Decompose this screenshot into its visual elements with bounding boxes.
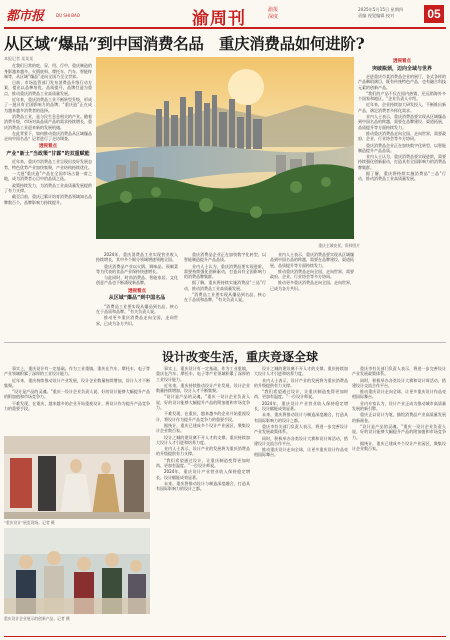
- paragraph: 与此同时，时尚消费品、智能家居、文化创意产品也不断涌现新品牌。: [96, 275, 178, 286]
- paragraph: 重庆消费品企业正在加快数字化转型，以智能制造提升产品品质。: [358, 142, 446, 153]
- photo-a-caption: “重庆设计”展览现场。记者 摄: [4, 520, 55, 525]
- masthead: [4, 3, 446, 29]
- publication-info: [358, 7, 422, 19]
- paragraph: “设计是产品的灵魂。”重庆一设计企业负责人说，好的设计能够大幅提升产品的附加值和市场竞争力。: [4, 389, 150, 400]
- paragraph: 未来，重庆将推动设计与制造深度融合，打造具有国际影响力的设计之都。: [156, 480, 250, 492]
- paragraph: 不难发现，在重庆，越来越多的企业开始重视设计，将设计作为提升产品竞争力的重要手段。: [4, 400, 150, 412]
- paragraph: 近年来，重庆市消费品工业呈现出良好发展态势，特色优势产业加快集聚，产业结构持续优化。: [4, 159, 92, 170]
- paragraph: “我们的产品不仅在国内热销，还远销海外多个国家和地区。”企业负责人介绍。: [358, 90, 446, 102]
- article-mid-column-2: [184, 252, 266, 340]
- subheading: [358, 59, 446, 72]
- paragraph: 未来，重庆将推动设计与制造深度融合，打造具有国际影响力的设计之都。: [254, 412, 348, 423]
- paragraph: 2024年，重庆消费品工业实现营业收入持续增长，其中多个细分领域增速领跑全国。: [96, 252, 178, 263]
- lower-column-2: [156, 366, 250, 634]
- paragraph: 事实上，重庆设计有一定基础。作为工业重镇，重庆在汽车、摩托车、电子等产业领域积累了深厚的工业设计能力。: [4, 366, 150, 377]
- logo-subtitle: DU SHI BAO: [56, 13, 80, 18]
- paragraph: 设计之城的建设离不开人才的支撑。重庆持续加大设计人才引进和培养力度。: [156, 434, 250, 445]
- paragraph: 消费品工业，是与民生息息相关的产业。随着消费升级，市场对高品质产品的需求持续增长，重庆消费品工业迎来新的发展机遇。: [4, 113, 92, 130]
- subheading-text: 产业“新土”当政策“甘霖”的双重赋能: [6, 150, 90, 157]
- exhibition-photo: [4, 436, 150, 519]
- newspaper-logo: 都市报: [6, 9, 44, 24]
- paragraph: 同时，积极举办各类设计大赛和设计周活动，搭建设计交流合作平台。: [254, 435, 348, 446]
- section-subtitle: 渝报 深度: [268, 7, 279, 20]
- paragraph: 重庆市有关部门负责人表示，将进一步完善设计产业发展政策体系。: [254, 423, 348, 435]
- paragraph: 2024年，重庆设计产业营业收入保持稳定增长，设计赋能成效显著。: [156, 469, 250, 480]
- paragraph: 政策持续发力，为消费品工业高质量发展提供了有力支撑。: [4, 182, 92, 193]
- subheading: [4, 144, 92, 157]
- paragraph: 据统计，重庆已建成多个设计产业园区，聚集设计企业数百家。: [156, 422, 250, 434]
- subheading-kicker: 透视看点: [393, 59, 411, 64]
- paragraph: 业内专家认为，设计产业正成为推动城市高质量发展的新引擎。: [352, 400, 446, 412]
- section-divider: [4, 342, 446, 343]
- lower-column-3: [254, 366, 348, 634]
- paragraph: 推动重庆设计走向全球，让更多重庆设计作品亮相国际舞台。: [254, 447, 348, 458]
- paragraph: 在此背景下，如何推动重庆消费品从区域爆品走向中国名品？记者进行了走访调查。: [4, 130, 92, 142]
- paragraph: “设计是产品的灵魂。”重庆一设计企业负责人说，好的设计能够大幅提升产品的附加值和市场竞争力。: [156, 394, 250, 411]
- subheading-text: 突破瓶颈，迈向全域与世界: [371, 65, 432, 72]
- paragraph: 推动更多重庆消费品走向全国、走向世界，已成为各方共识。: [270, 280, 354, 291]
- event-photo: [4, 528, 150, 614]
- paragraph: 据了解，重庆将持续实施消费品“三品”行动，推动消费品工业高质量发展。: [184, 280, 266, 291]
- footer-rule: [4, 636, 446, 637]
- main-photo: [96, 57, 354, 239]
- paragraph: 据了解，重庆将持续实施消费品“三品”行动，推动消费品工业高质量发展。: [358, 171, 446, 182]
- subheading-kicker: 透视看点: [128, 288, 146, 294]
- paragraph: 走进重庆市某消费品企业的展厅，各式各样的产品琳琅满目，既有传统特色产品，也有融合科技元素的创新产品。: [358, 74, 446, 90]
- paragraph: 据统计，重庆已建成多个设计产业园区，聚集设计企业数百家。: [352, 440, 446, 452]
- paragraph: 近年来，重庆持续推动设计产业发展，设计企业数量持续增加，设计人才不断集聚。: [156, 382, 250, 394]
- paragraph: “消费品工业要实现从爆品到名品，核心在于品质和品牌。”有关负责人说。: [96, 303, 178, 315]
- paragraph: 业内人士表示，设计产业的发展将为重庆消费品的升级提供有力支撑。: [156, 446, 250, 457]
- main-photo-caption: 重庆主城夜景。资料图片: [318, 243, 360, 248]
- lower-left-column: [4, 366, 150, 432]
- paragraph: 业内人士表示，设计产业的发展将为重庆消费品的升级提供有力支撑。: [254, 377, 348, 388]
- subheading-text: 从区域“爆品”到中国名品: [108, 295, 166, 302]
- article-left-column: [4, 56, 92, 339]
- paragraph: 业内人士表示，重庆消费品要实现从区域爆品到中国名品的跨越，需要在品牌建设、渠道拓展、品质提升等方面持续发力。: [358, 114, 446, 130]
- byline: 本报记者 某某某: [4, 56, 34, 61]
- paragraph: “我们希望通过设计，让重庆制造变得更加时尚、更加有温度。”一位设计师说。: [156, 457, 250, 469]
- paragraph: 不难发现，在重庆，越来越多的企业开始重视设计，将设计作为提升产品竞争力的重要手段。: [156, 411, 250, 422]
- paragraph: 近年来，重庆持续推动设计产业发展，设计企业数量持续增加，设计人才不断集聚。: [4, 377, 150, 388]
- paragraph: 重庆市有关部门负责人表示，将进一步完善设计产业发展政策体系。: [352, 366, 446, 377]
- city-skyline-photo: [96, 57, 354, 239]
- paragraph: 推动重庆设计走向全球，让更多重庆设计作品亮相国际舞台。: [352, 389, 446, 400]
- paragraph: 设计之城的建设离不开人才的支撑。重庆持续加大设计人才引进和培养力度。: [254, 366, 348, 377]
- article-mid-column-3: [270, 252, 354, 340]
- paragraph: “消费品工业要实现从爆品到名品，核心在于品质和品牌。”有关负责人说。: [184, 292, 266, 303]
- lower-column-4: [352, 366, 446, 634]
- paragraph: 日前，市场监管部门发布消费品升级行动方案，提出以品种培优、品质提升、品牌打造为重点，推动重庆消费品工业高质量发展。: [4, 80, 92, 96]
- paragraph: 一大批“重庆造”产品在全国市场占据一席之地，成为消费者心目中的品质之选。: [4, 171, 92, 182]
- subheading: [96, 289, 178, 302]
- paragraph: 同时，积极举办各类设计大赛和设计周活动，搭建设计交流合作平台。: [352, 377, 446, 388]
- paragraph: 推动更多重庆消费品走向全国、走向世界，已成为各方共识。: [96, 315, 178, 326]
- paragraph: 事实上，重庆设计有一定基础。作为工业重镇，重庆在汽车、摩托车、电子等产业领域积累了深厚的工业设计能力。: [156, 366, 250, 382]
- fashion-exhibition-photo: [4, 436, 150, 519]
- paragraph: 重庆消费品企业正在加快数字化转型，以智能制造提升产品品质。: [184, 252, 266, 263]
- page-number: 05: [424, 5, 444, 23]
- design-event-photo: [4, 528, 150, 614]
- publication-date: 2025年5月15日 星期四: [358, 7, 404, 12]
- paragraph: 近年来，企业持续加大研发投入，不断推出新产品，满足消费者多样化需求。: [358, 102, 446, 113]
- paragraph: 在我们日常的吃、穿、用、行中，重庆制造的身影越来越多。火锅底料、摩托车、汽车、智能终端等，从区域“爆品”走向全国乃至全世界。: [4, 63, 92, 79]
- paragraph: “设计是产品的灵魂。”重庆一设计企业负责人说，好的设计能够大幅提升产品的附加值和市场竞争力。: [352, 423, 446, 440]
- paragraph: 推动重庆消费品走向全国、走向世界，需要政府、企业、行业协会等多方协同。: [270, 268, 354, 280]
- photo-b-caption: 重庆设计企业展示的创新产品。记者 摄: [4, 616, 70, 621]
- paragraph: 业内人士表示，重庆消费品要实现从区域爆品到中国名品的跨越，需要在品牌建设、渠道拓展、品质提升等方面持续发力。: [270, 252, 354, 268]
- secondary-headline: 设计改变生活，重庆竞逐全球: [162, 350, 319, 364]
- article-mid-column-1: [96, 252, 178, 340]
- section-title: 渝周刊: [192, 9, 246, 29]
- paragraph: 业内人士认为，重庆消费品要实现进阶，需要持续强化创新驱动，打造具有全国影响力的消费品牌集群。: [184, 263, 266, 280]
- paragraph: 2024年，重庆设计产业营业收入保持稳定增长，设计赋能成效显著。: [254, 400, 348, 412]
- paragraph: 重庆消费品产业以火锅、调味品、预制菜等为代表的食品产业保持快速增长。: [96, 263, 178, 274]
- paragraph: “我们希望通过设计，让重庆制造变得更加时尚、更加有温度。”一位设计师说。: [254, 389, 348, 400]
- paragraph: 截至目前，重庆已累计培育消费品领域知名品牌数百个，品牌影响力持续提升。: [4, 194, 92, 205]
- paragraph: 推动重庆消费品走向全国、走向世界，需要政府、企业、行业协会等多方协同。: [358, 130, 446, 142]
- subheading-kicker: 透视看点: [39, 144, 57, 150]
- paragraph: 重庆正以设计为笔，描绘消费品产业高质量发展的新画卷。: [352, 412, 446, 423]
- paragraph: 近年来，重庆消费品工业不断转型升级，形成了一批具有全国影响力的品牌，“重庆造”正在成为越来越多消费者的选择。: [4, 97, 92, 113]
- article-right-column: [358, 56, 446, 339]
- main-headline: 从区域“爆品”到中国消费名品 重庆消费品如何进阶?: [4, 34, 365, 53]
- paragraph: 业内人士认为，重庆消费品要实现进阶，需要持续强化创新驱动，打造具有全国影响力的消费品牌集群。: [358, 154, 446, 170]
- editor-credits: 责编 视觉编辑 校对: [358, 13, 395, 18]
